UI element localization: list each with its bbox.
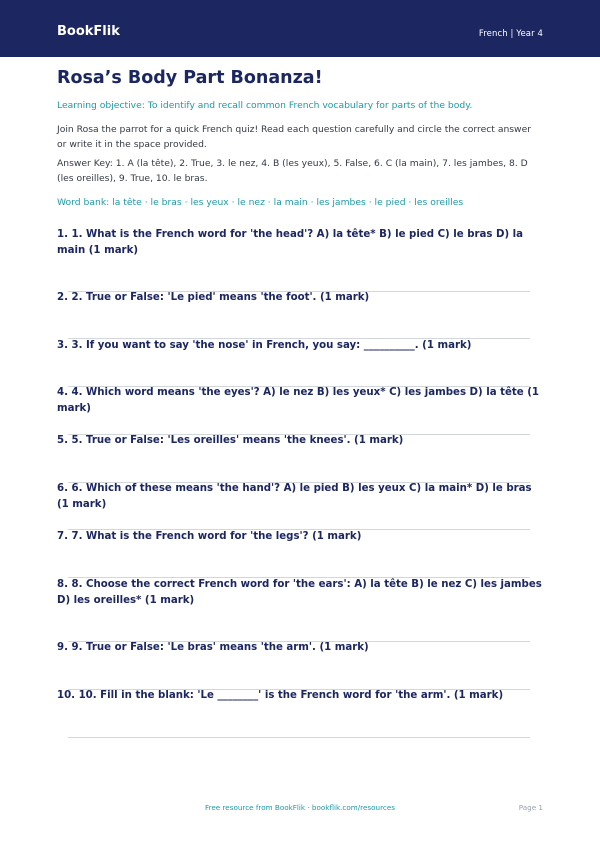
footer-text: Free resource from BookFlik · bookflik.com/resources <box>204 803 396 812</box>
question-6: 6. 6. Which of these means 'the hand'? A) le pied B) les yeux C) la main* D) le bras (1 mark) <box>57 483 532 510</box>
learning-objective: Learning objective: To identify and recall common French vocabulary for parts of the body. <box>57 100 473 111</box>
page-title: Rosa’s Body Part Bonanza! <box>57 68 323 88</box>
question-7: 7. 7. What is the French word for 'the legs'? (1 mark) <box>57 531 362 542</box>
intro-text: Join Rosa the parrot for a quick French quiz! Read each question carefully and circle the correct answer or write it in the space provided. <box>57 124 532 150</box>
header-bar <box>0 0 600 57</box>
question-4: 4. 4. Which word means 'the eyes'? A) le nez B) les yeux* C) les jambes D) la tête (1 mark) <box>57 387 539 414</box>
question-1: 1. 1. What is the French word for 'the head'? A) la tête* B) le pied C) le bras D) la main (1 mark) <box>57 229 524 256</box>
question-2: 2. 2. True or False: 'Le pied' means 'the foot'. (1 mark) <box>57 292 370 303</box>
page-number: Page 1 <box>518 803 543 812</box>
brand-logo: BookFlik <box>57 24 120 39</box>
word-bank: Word bank: la tête · le bras · les yeux · le nez · la main · les jambes · le pied · les oreilles <box>57 197 464 208</box>
answer-key: Answer Key: 1. A (la tête), 2. True, 3. le nez, 4. B (les yeux), 5. False, 6. C (la main), 7. les jambes, 8. D (les oreilles), 9. True, 10. le bras. <box>57 158 528 184</box>
subject-year-label: French | Year 4 <box>478 29 543 39</box>
question-3: 3. 3. If you want to say 'the nose' in French, you say: __________. (1 mark) <box>57 340 472 351</box>
question-10: 10. 10. Fill in the blank: 'Le ________' is the French word for 'the arm'. (1 mark) <box>57 690 504 701</box>
answer-line-10 <box>68 737 530 738</box>
question-9: 9. 9. True or False: 'Le bras' means 'the arm'. (1 mark) <box>57 642 369 653</box>
question-5: 5. 5. True or False: 'Les oreilles' means 'the knees'. (1 mark) <box>57 435 404 446</box>
question-8: 8. 8. Choose the correct French word for 'the ears': A) la tête B) le nez C) les jambes D) les oreilles* (1 mark) <box>57 579 542 606</box>
